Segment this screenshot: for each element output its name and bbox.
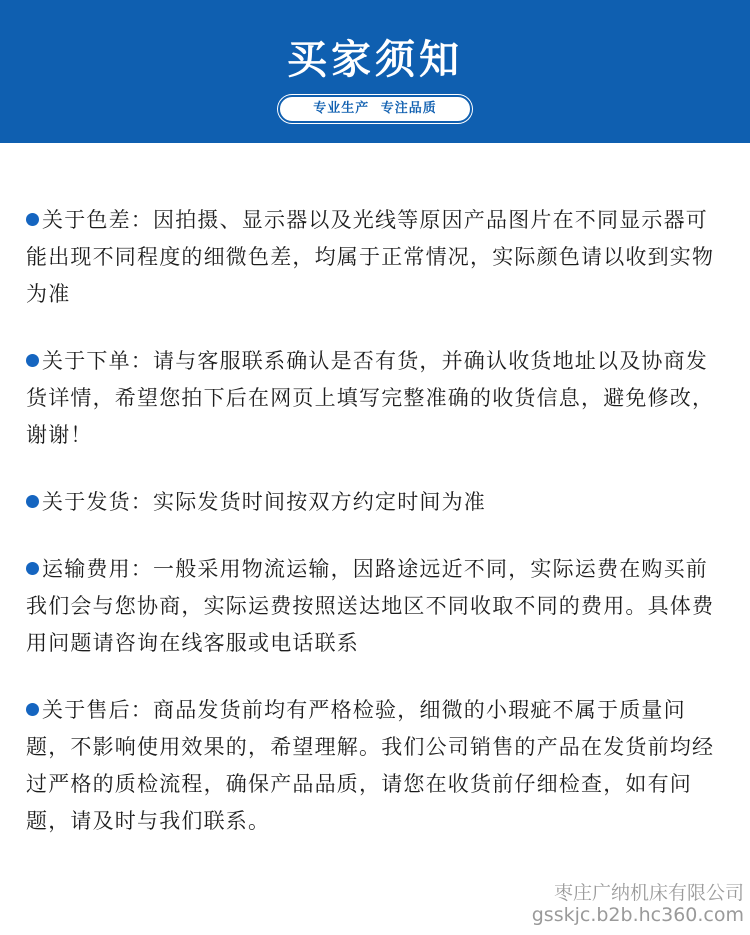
notice-list (26, 202, 726, 870)
notice-freight (26, 551, 726, 662)
notice-color-difference (26, 202, 726, 313)
header-banner (0, 0, 750, 143)
notice-label: 关于下单： (42, 349, 153, 373)
bullet-dot-icon (26, 495, 39, 508)
subtitle-badge (278, 95, 472, 123)
notice-label: 关于色差： (42, 208, 153, 232)
notice-label: 关于售后： (42, 698, 153, 722)
notice-text: 因拍摄、显示器以及光线等原因产品图片在不同显示器可能出现不同程度的细微色差，均属于正常情况，实际颜色请以收到实物为准 (26, 208, 715, 306)
notice-text: 实际发货时间按双方约定时间为准 (153, 490, 486, 514)
notice-text: 一般采用物流运输，因路途远近不同，实际运费在购买前我们会与您协商，实际运费按照送达地区不同收取不同的费用。具体费用问题请咨询在线客服或电话联系 (26, 557, 715, 655)
watermark (532, 882, 744, 926)
notice-ordering (26, 343, 726, 454)
notice-text: 商品发货前均有严格检验，细微的小瑕疵不属于质量问题，不影响使用效果的，希望理解。我们公司销售的产品在发货前均经过严格的质检流程，确保产品品质，请您在收货前仔细检查，如有问题，请及时与我们联系。 (26, 698, 715, 833)
bullet-dot-icon (26, 213, 39, 226)
notice-after-sales (26, 692, 726, 840)
notice-text: 请与客服联系确认是否有货，并确认收货地址以及协商发货详情，希望您拍下后在网页上填写完整准确的收货信息，避免修改，谢谢！ (26, 349, 715, 447)
watermark-company: 枣庄广纳机床有限公司 (553, 882, 744, 904)
bullet-dot-icon (26, 562, 39, 575)
page-title: 买家须知 (287, 37, 463, 83)
bullet-dot-icon (26, 703, 39, 716)
notice-shipping (26, 484, 726, 521)
notice-label: 运输费用： (42, 557, 153, 581)
bullet-dot-icon (26, 354, 39, 367)
watermark-url: gsskjc.b2b.hc360.com (531, 904, 744, 926)
notice-label: 关于发货： (42, 490, 153, 514)
subtitle-text: 专业生产 专注品质 (313, 101, 437, 116)
